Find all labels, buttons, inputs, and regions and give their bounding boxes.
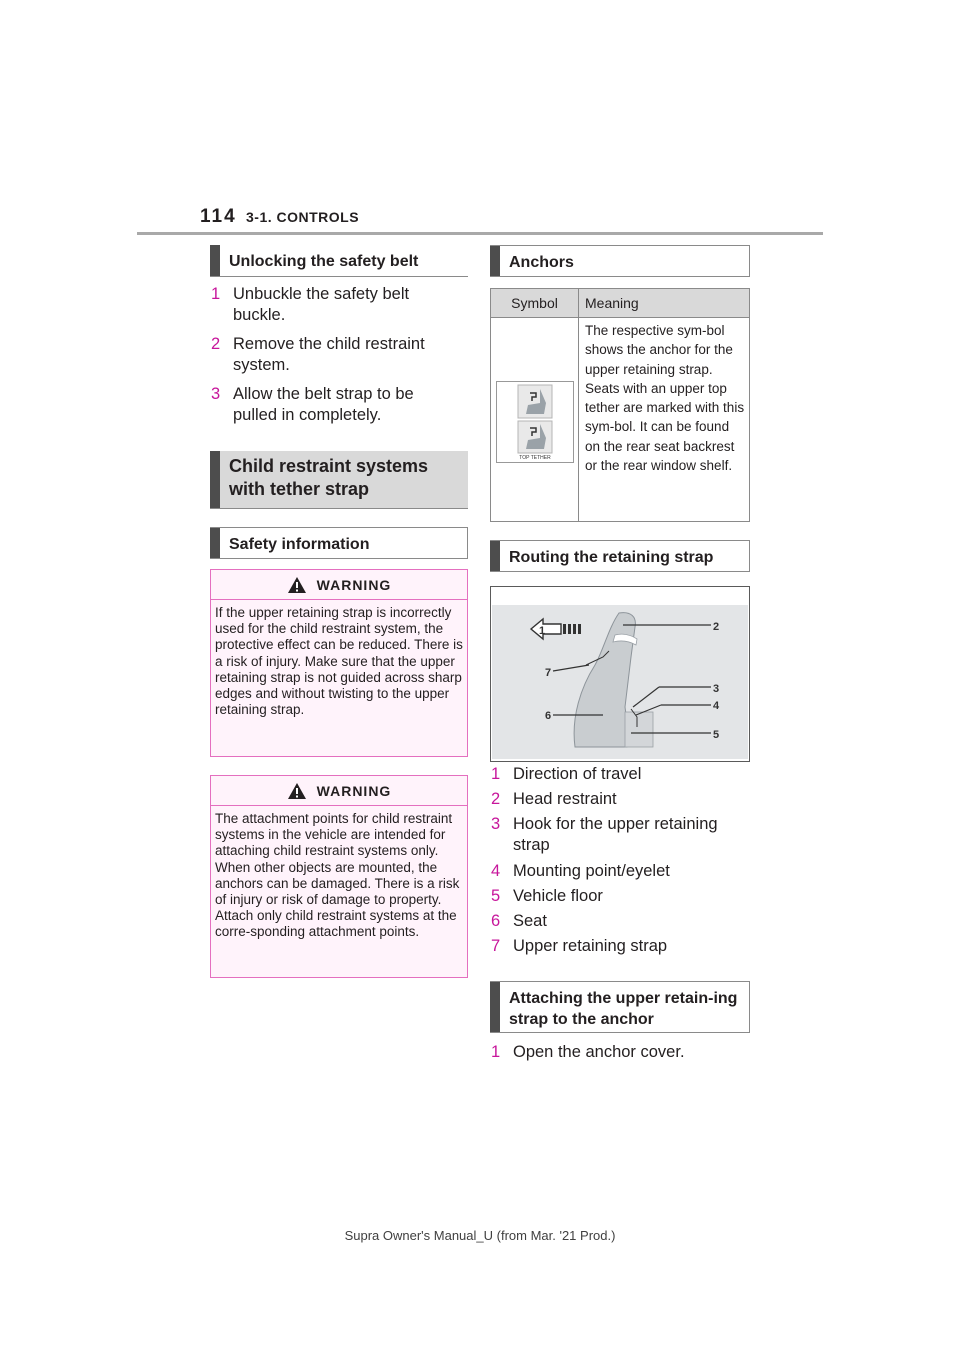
seat-routing-figure	[490, 586, 750, 762]
legend-item: 2 Head restraint	[491, 790, 617, 808]
heading-safety-information	[210, 527, 468, 559]
warning-label: WARNING	[316, 576, 392, 593]
legend-item: 4 Mounting point/eyelet	[491, 862, 670, 880]
list-item: 1 Unbuckle the safety belt buckle.	[211, 285, 410, 324]
legend-item: 6 Seat	[491, 912, 547, 930]
figure-label-5: 5	[713, 729, 720, 741]
heading-routing-retaining-strap	[490, 540, 750, 572]
legend-item: 7 Upper retaining strap	[491, 937, 668, 955]
heading-anchors	[490, 245, 750, 277]
warning-label: WARNING	[316, 782, 392, 799]
heading-unlocking-safety-belt	[210, 245, 468, 277]
warning-text: If the upper retaining strap is incorrectly used for the child restraint system, the protective effect can be reduced. There is a risk of injury. Make sure that the upper retaining strap is not guided across sharp edges and without twisting to the upper retaining strap.	[215, 605, 463, 718]
heading-text: Safety information	[229, 536, 370, 553]
table-header-meaning: Meaning	[578, 289, 749, 318]
heading-text: Routing the retaining strap	[509, 549, 714, 566]
figure-label-7: 7	[545, 667, 552, 679]
icon-caption: TOP TETHER	[519, 455, 551, 461]
warning-box-1	[210, 569, 468, 757]
figure-label-6: 6	[545, 710, 552, 722]
heading-text: Unlocking the safety belt	[229, 253, 419, 270]
list-item: 2 Remove the child restraint system.	[211, 335, 425, 374]
figure-label-2: 2	[713, 621, 720, 633]
page-number: 114	[200, 206, 237, 227]
table-header-symbol: Symbol	[491, 289, 578, 318]
heading-child-restraint-tether	[210, 451, 468, 509]
figure-label-3: 3	[713, 683, 720, 695]
legend-item: 3 Hook for the upper retaining strap	[491, 815, 718, 854]
list-item: 1 Open the anchor cover.	[491, 1043, 685, 1061]
heading-text: Attaching the upper retain-ing strap to the anchor	[509, 990, 738, 1028]
heading-text: Anchors	[509, 254, 574, 271]
legend-item: 5 Vehicle floor	[491, 887, 603, 905]
heading-text: Child restraint systems with tether strap	[229, 456, 429, 499]
chapter-title: 3-1. CONTROLS	[246, 209, 360, 225]
warning-box-2	[210, 775, 468, 978]
anchors-table	[490, 288, 750, 522]
legend-item: 1 Direction of travel	[491, 765, 642, 783]
top-tether-symbol-icon	[496, 381, 574, 463]
figure-label-4: 4	[713, 700, 720, 712]
warning-triangle-icon	[287, 576, 307, 594]
figure-label-1: 1	[539, 625, 546, 637]
warning-text: The attachment points for child restraint systems in the vehicle are intended for attaching child restraint systems only. When other objects are mounted, the anchors can be damaged. There is a risk of injury or risk of damage to property. Attach only child restraint systems at the corre-sponding attachment points.	[215, 811, 460, 940]
table-cell-meaning: The respective sym-bol shows the anchor for the upper retaining strap. Seats with an upper top tether are marked with this sym-bol. It can be found on the rear seat backrest or the rear window shelf.	[585, 323, 745, 474]
seat-illustration	[491, 587, 749, 761]
page-footer: Supra Owner's Manual_U (from Mar. '21 Prod.)	[344, 1228, 616, 1243]
heading-attaching-upper-strap	[490, 981, 750, 1033]
list-item: 3 Allow the belt strap to be pulled in completely.	[211, 385, 414, 424]
header-rule	[137, 232, 823, 235]
warning-triangle-icon	[287, 782, 307, 800]
